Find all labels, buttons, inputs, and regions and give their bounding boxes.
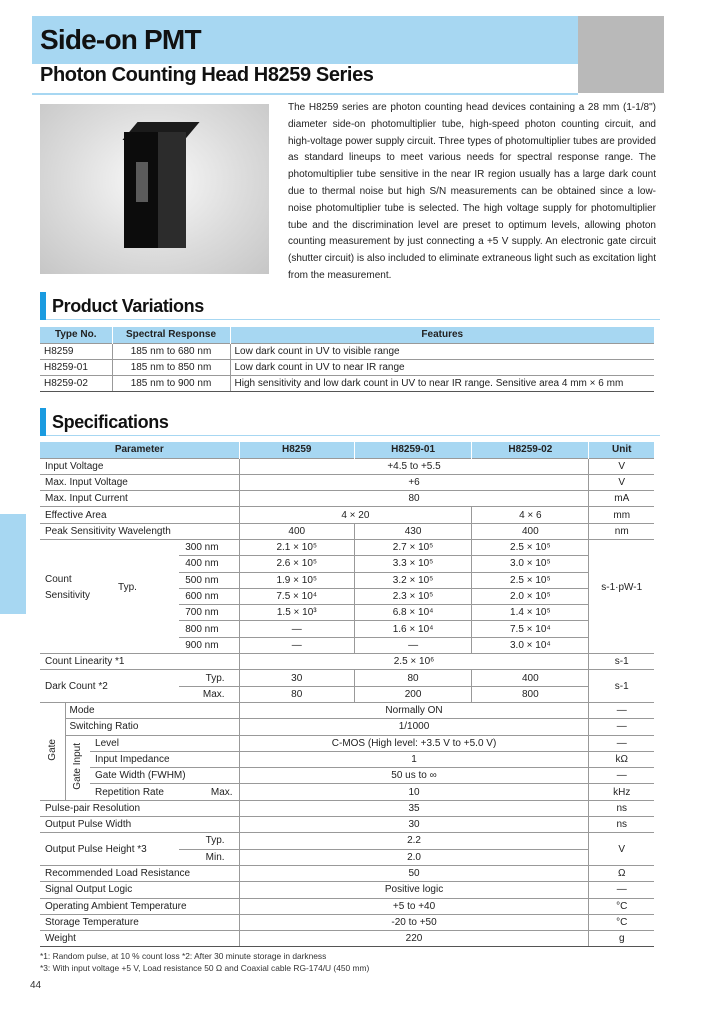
param-label: Signal Output Logic xyxy=(40,882,239,898)
value-cell: 7.5 × 10⁴ xyxy=(239,588,354,604)
type-cell: H8259-01 xyxy=(40,359,112,375)
table-row xyxy=(40,670,654,686)
gate-input-group-label xyxy=(65,735,90,800)
value-cell: 2.3 × 10⁵ xyxy=(354,588,471,604)
header-rule xyxy=(32,93,578,95)
table-row xyxy=(40,491,654,507)
unit-cell: V xyxy=(589,833,654,866)
table-row xyxy=(40,751,654,767)
unit-cell: V xyxy=(589,474,654,490)
wavelength-cell: 300 nm xyxy=(179,539,239,555)
section-marker xyxy=(40,292,46,320)
value-cell: 3.2 × 10⁵ xyxy=(354,572,471,588)
param-label: Weight xyxy=(40,931,239,947)
gate-input-label: Gate Input xyxy=(72,742,84,790)
param-label: Gate Width (FWHM) xyxy=(90,768,239,784)
value-cell: 50 xyxy=(239,865,589,881)
value-cell: 800 xyxy=(472,686,589,702)
min-label: Min. xyxy=(179,849,239,865)
unit-cell: nm xyxy=(589,523,654,539)
value-cell: 10 xyxy=(239,784,589,800)
type-cell: H8259 xyxy=(40,343,112,359)
value-cell: 2.1 × 10⁵ xyxy=(239,539,354,555)
param-label: Mode xyxy=(65,702,239,718)
unit-cell: °C xyxy=(589,898,654,914)
value-cell: — xyxy=(239,637,354,653)
column-header: Spectral Response xyxy=(112,327,230,343)
param-label: Switching Ratio xyxy=(65,719,239,735)
table-header-row xyxy=(40,442,654,458)
param-label: Pulse-pair Resolution xyxy=(40,800,239,816)
param-label: Dark Count *2 xyxy=(40,670,179,703)
product-connector-slot xyxy=(136,162,148,202)
value-cell: 80 xyxy=(239,686,354,702)
value-cell: 400 xyxy=(472,670,589,686)
header-corner-block xyxy=(578,16,664,93)
intro-paragraph: The H8259 series are photon counting head devices containing a 28 mm (1-1/8") diameter side-on photomultiplier tube, high-speed photon counting circuit, and high-voltage power supply circuit. Three types of photomultiplier tubes are provided as standard lineups to meet various needs for spectral response range. The photomultiplier tube sensitive in the near IR region usually has a large dark count due to thermal noise but high S/N measurements can be obtained since a low-noise photomultiplier tube is selected. The high voltage supply for photomultiplier tube and the discrimination level are preset to optimum levels, allowing photon counting measurement by just connecting a +5 V supply. An electronic gate circuit (shutter circuit) is also included to eliminate extraneous light such as excitation light from the measurement. xyxy=(288,102,656,281)
table-row xyxy=(40,375,654,391)
variations-table xyxy=(40,327,654,392)
column-header: H8259 xyxy=(239,442,354,458)
value-cell: 400 xyxy=(472,523,589,539)
table-row xyxy=(40,359,654,375)
typ-label: Typ. xyxy=(179,833,239,849)
unit-cell: — xyxy=(589,768,654,784)
table-row xyxy=(40,800,654,816)
value-cell: 1.6 × 10⁴ xyxy=(354,621,471,637)
value-cell: 35 xyxy=(239,800,589,816)
value-cell: 1/1000 xyxy=(239,719,589,735)
spectral-cell: 185 nm to 680 nm xyxy=(112,343,230,359)
column-header: Features xyxy=(230,327,654,343)
unit-cell: s-1·pW-1 xyxy=(589,539,654,653)
typ-label: Typ. xyxy=(90,539,179,653)
section-title: Specifications xyxy=(52,412,169,432)
param-label: Output Pulse Height *3 xyxy=(40,833,179,866)
table-row xyxy=(40,474,654,490)
page-number: 44 xyxy=(30,980,42,991)
value-cell: 1.4 × 10⁵ xyxy=(472,605,589,621)
table-row xyxy=(40,768,654,784)
unit-cell: mm xyxy=(589,507,654,523)
section-marker xyxy=(40,408,46,436)
table-row xyxy=(40,914,654,930)
value-cell: 2.0 × 10⁵ xyxy=(472,588,589,604)
table-row xyxy=(40,719,654,735)
unit-cell: °C xyxy=(589,914,654,930)
column-header: Type No. xyxy=(40,327,112,343)
value-cell: 2.0 xyxy=(239,849,589,865)
value-cell: 430 xyxy=(354,523,471,539)
value-cell: 3.3 × 10⁵ xyxy=(354,556,471,572)
unit-cell: Ω xyxy=(589,865,654,881)
param-label: Operating Ambient Temperature xyxy=(40,898,239,914)
unit-cell: — xyxy=(589,719,654,735)
value-cell: Positive logic xyxy=(239,882,589,898)
param-label: Peak Sensitivity Wavelength xyxy=(40,523,239,539)
spectral-cell: 185 nm to 850 nm xyxy=(112,359,230,375)
value-cell: 7.5 × 10⁴ xyxy=(472,621,589,637)
table-row xyxy=(40,523,654,539)
table-row xyxy=(40,702,654,718)
unit-cell: mA xyxy=(589,491,654,507)
value-cell: +6 xyxy=(239,474,589,490)
table-row xyxy=(40,507,654,523)
value-cell: 80 xyxy=(354,670,471,686)
table-row xyxy=(40,784,654,800)
value-cell: 2.6 × 10⁵ xyxy=(239,556,354,572)
value-cell: 2.2 xyxy=(239,833,589,849)
unit-cell: g xyxy=(589,931,654,947)
side-tab xyxy=(0,514,26,614)
value-cell: — xyxy=(239,621,354,637)
table-header-row xyxy=(40,327,654,343)
table-row xyxy=(40,539,654,555)
typ-label: Typ. xyxy=(179,670,239,686)
param-label: Repetition Rate xyxy=(90,784,179,800)
value-cell: 2.7 × 10⁵ xyxy=(354,539,471,555)
section-rule xyxy=(46,319,660,320)
value-cell: 400 xyxy=(239,523,354,539)
gate-label: Gate xyxy=(46,739,58,761)
table-row xyxy=(40,735,654,751)
param-label: Recommended Load Resistance xyxy=(40,865,239,881)
value-cell: 3.0 × 10⁴ xyxy=(472,637,589,653)
unit-cell: V xyxy=(589,458,654,474)
max-label: Max. xyxy=(179,784,239,800)
footnote: *3: With input voltage +5 V, Load resistance 50 Ω and Coaxial cable RG-174/U (450 mm) xyxy=(40,963,370,973)
value-cell: 6.8 × 10⁴ xyxy=(354,605,471,621)
value-cell: 30 xyxy=(239,670,354,686)
count-sensitivity-label xyxy=(40,539,90,653)
unit-cell: — xyxy=(589,735,654,751)
table-row xyxy=(40,654,654,670)
column-header: H8259-02 xyxy=(472,442,589,458)
value-cell: +4.5 to +5.5 xyxy=(239,458,589,474)
count-label-line1: Count xyxy=(45,573,72,585)
unit-cell: — xyxy=(589,702,654,718)
table-row xyxy=(40,817,654,833)
wavelength-cell: 400 nm xyxy=(179,556,239,572)
value-cell: 200 xyxy=(354,686,471,702)
value-cell: — xyxy=(354,637,471,653)
value-cell: 3.0 × 10⁵ xyxy=(472,556,589,572)
feature-cell: High sensitivity and low dark count in UV to near IR range. Sensitive area 4 mm × 6 mm xyxy=(230,375,654,391)
unit-cell: kHz xyxy=(589,784,654,800)
value-cell: -20 to +50 xyxy=(239,914,589,930)
page-title: Side-on PMT xyxy=(40,24,201,55)
param-label: Count Linearity *1 xyxy=(40,654,239,670)
value-cell: 1.9 × 10⁵ xyxy=(239,572,354,588)
feature-cell: Low dark count in UV to visible range xyxy=(230,343,654,359)
table-row xyxy=(40,833,654,849)
param-label: Input Voltage xyxy=(40,458,239,474)
feature-cell: Low dark count in UV to near IR range xyxy=(230,359,654,375)
column-header: Unit xyxy=(589,442,654,458)
value-cell: 2.5 × 10⁵ xyxy=(472,572,589,588)
section-product-variations xyxy=(40,292,660,320)
param-label: Effective Area xyxy=(40,507,239,523)
value-cell: Normally ON xyxy=(239,702,589,718)
param-label: Level xyxy=(90,735,239,751)
column-header: Parameter xyxy=(40,442,239,458)
value-cell: 1 xyxy=(239,751,589,767)
value-cell: 1.5 × 10³ xyxy=(239,605,354,621)
section-rule xyxy=(46,435,660,436)
unit-cell: ns xyxy=(589,800,654,816)
param-label: Max. Input Voltage xyxy=(40,474,239,490)
type-cell: H8259-02 xyxy=(40,375,112,391)
value-cell: 50 us to ∞ xyxy=(239,768,589,784)
value-cell: 2.5 × 10⁵ xyxy=(472,539,589,555)
param-label: Output Pulse Width xyxy=(40,817,239,833)
param-label: Max. Input Current xyxy=(40,491,239,507)
footnote: *1: Random pulse, at 10 % count loss *2: After 30 minute storage in darkness xyxy=(40,951,327,961)
page-subtitle: Photon Counting Head H8259 Series xyxy=(40,64,374,86)
specifications-table xyxy=(40,442,654,947)
wavelength-cell: 800 nm xyxy=(179,621,239,637)
gate-group-label xyxy=(40,702,65,800)
section-specifications xyxy=(40,408,660,436)
table-row xyxy=(40,898,654,914)
section-title: Product Variations xyxy=(52,296,204,316)
value-cell: 2.5 × 10⁶ xyxy=(239,654,589,670)
unit-cell: ns xyxy=(589,817,654,833)
product-photo xyxy=(40,104,269,274)
unit-cell: kΩ xyxy=(589,751,654,767)
wavelength-cell: 600 nm xyxy=(179,588,239,604)
value-cell: 4 × 6 xyxy=(472,507,589,523)
param-label: Input Impedance xyxy=(90,751,239,767)
param-label: Storage Temperature xyxy=(40,914,239,930)
value-cell: +5 to +40 xyxy=(239,898,589,914)
column-header: H8259-01 xyxy=(354,442,471,458)
table-row xyxy=(40,882,654,898)
unit-cell: s-1 xyxy=(589,654,654,670)
value-cell: C-MOS (High level: +3.5 V to +5.0 V) xyxy=(239,735,589,751)
value-cell: 30 xyxy=(239,817,589,833)
table-row xyxy=(40,458,654,474)
count-label-line2: Sensitivity xyxy=(45,589,91,601)
value-cell: 80 xyxy=(239,491,589,507)
wavelength-cell: 500 nm xyxy=(179,572,239,588)
spectral-cell: 185 nm to 900 nm xyxy=(112,375,230,391)
product-box-side xyxy=(158,132,186,248)
table-row xyxy=(40,865,654,881)
value-cell: 4 × 20 xyxy=(239,507,472,523)
value-cell: 220 xyxy=(239,931,589,947)
max-label: Max. xyxy=(179,686,239,702)
wavelength-cell: 900 nm xyxy=(179,637,239,653)
unit-cell: s-1 xyxy=(589,670,654,703)
wavelength-cell: 700 nm xyxy=(179,605,239,621)
table-row xyxy=(40,931,654,947)
table-row xyxy=(40,343,654,359)
unit-cell: — xyxy=(589,882,654,898)
